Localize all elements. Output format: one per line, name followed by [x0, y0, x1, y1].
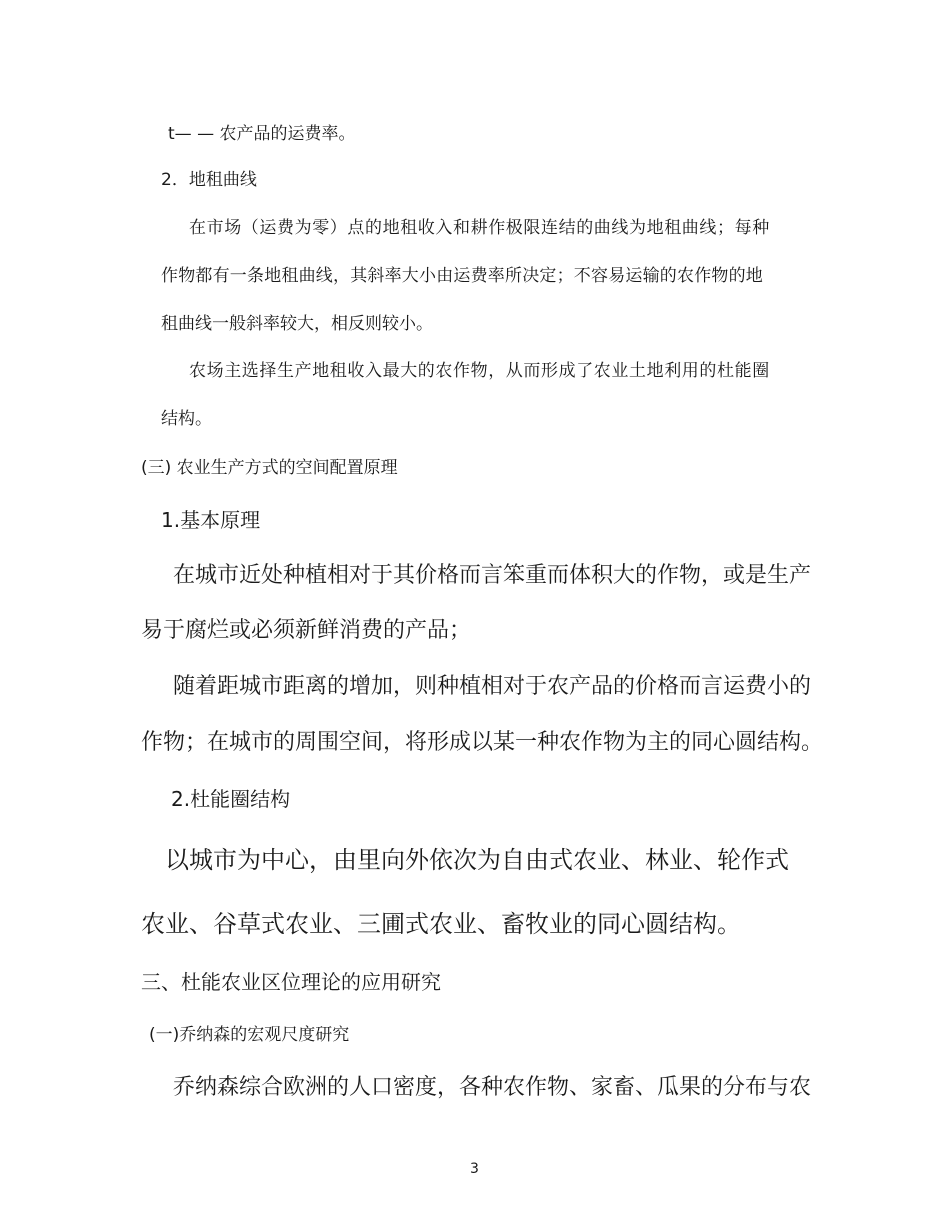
subsection-heading: (一)乔纳森的宏观尺度研究 [149, 1025, 350, 1045]
text-line: 作物都有一条地租曲线，其斜率大小由运费率所决定；不容易运输的农作物的地 [161, 266, 763, 286]
text-line: 农场主选择生产地租收入最大的农作物，从而形成了农业土地利用的杜能圈 [189, 361, 770, 381]
text-line: 租曲线一般斜率较大，相反则较小。 [161, 314, 433, 334]
subheading: 1.基本原理 [161, 508, 261, 532]
text-line: 在市场（运费为零）点的地租收入和耕作极限连结的曲线为地租曲线；每种 [189, 218, 770, 238]
subheading: 2.杜能圈结构 [171, 787, 291, 811]
text-line: t— — 农产品的运费率。 [168, 124, 356, 144]
text-line: 作物；在城市的周围空间，将形成以某一种农作物为主的同心圆结构。 [141, 730, 824, 755]
text-line: 易于腐烂或必须新鲜消费的产品； [141, 618, 472, 643]
text-line: 乔纳森综合欧洲的人口密度，各种农作物、家畜、瓜果的分布与农 [173, 1075, 812, 1100]
section-heading: (三) 农业生产方式的空间配置原理 [141, 458, 398, 478]
text-line: 农业、谷草式农业、三圃式农业、畜牧业的同心圆结构。 [141, 910, 741, 938]
text-line: 以城市为中心，由里向外依次为自由式农业、林业、轮作式 [165, 846, 789, 874]
text-line: 在城市近处种植相对于其价格而言笨重而体积大的作物，或是生产 [173, 563, 812, 588]
section-heading: 三、杜能农业区位理论的应用研究 [141, 970, 441, 994]
text-line: 结构。 [161, 409, 212, 429]
subheading: 2．地租曲线 [161, 170, 257, 190]
page-number: 3 [470, 1161, 479, 1177]
text-line: 随着距城市距离的增加，则种植相对于农产品的价格而言运费小的 [173, 674, 812, 699]
